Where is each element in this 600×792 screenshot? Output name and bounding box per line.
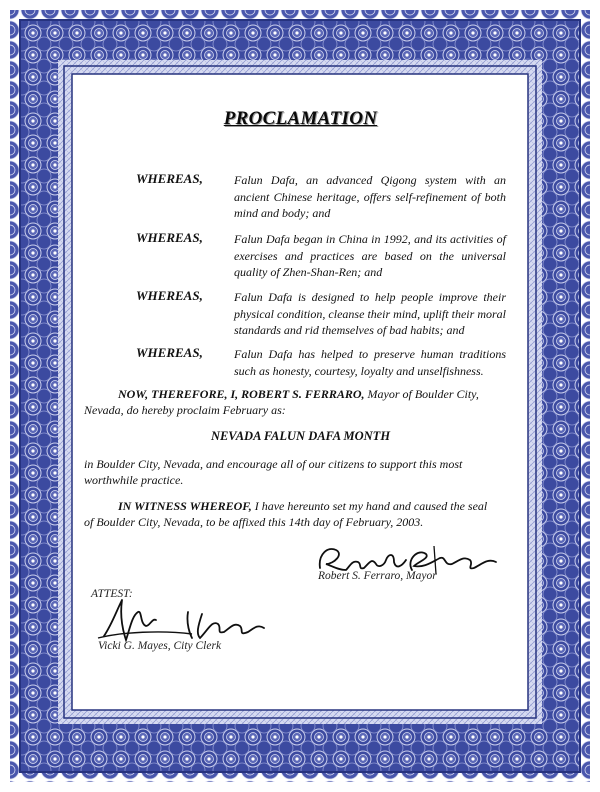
proclamation-line1: Mayor of Boulder City, [367,387,479,401]
proclamation-paragraph [118,386,517,403]
clerk-name: Vicki G. Mayes, City Clerk [98,640,222,652]
encourage-line1: in Boulder City, Nevada, and encourage all of our citizens to support this most [84,457,463,471]
encourage-line2: worthwhile practice. [84,473,184,487]
whereas-label-2: WHEREAS, [136,230,203,245]
witness-line2: of Boulder City, Nevada, to be affixed this 14th day of February, 2003. [84,515,424,529]
whereas-text-3: Falun Dafa is designed to help people improve their physical condition, cleanse their mind, uplift their moral standards and rid themselves of bad habits; and [234,290,506,337]
certificate-body [84,86,517,697]
whereas-text-2: Falun Dafa began in China in 1992, and its activities of exercises and practices are based on the universal quality of Zhen-Shan-Ren; and [234,232,506,279]
whereas-label-1: WHEREAS, [136,171,203,186]
whereas-label-4: WHEREAS, [136,345,203,360]
witness-paragraph [118,498,517,515]
month-title: NEVADA FALUN DAFA MONTH [210,429,391,443]
page-title: PROCLAMATION [223,108,378,129]
witness-line1: I have hereunto set my hand and caused the seal [254,499,488,513]
proclamation-lead: NOW, THEREFORE, I, ROBERT S. FERRARO, [118,387,365,401]
witness-lead: IN WITNESS WHEREOF, [118,499,252,513]
proclamation-line2: Nevada, do hereby proclaim February as: [84,403,286,417]
whereas-label-3: WHEREAS, [136,288,203,303]
whereas-text-4: Falun Dafa has helped to preserve human traditions such as honesty, courtesy, loyalty and unselfishness. [234,347,506,378]
attest-label: ATTEST: [91,588,133,600]
whereas-text-1: Falun Dafa, an advanced Qigong system with an ancient Chinese heritage, offers self-refinement of both mind and body; and [234,173,506,220]
mayor-name: Robert S. Ferraro, Mayor [318,570,437,582]
